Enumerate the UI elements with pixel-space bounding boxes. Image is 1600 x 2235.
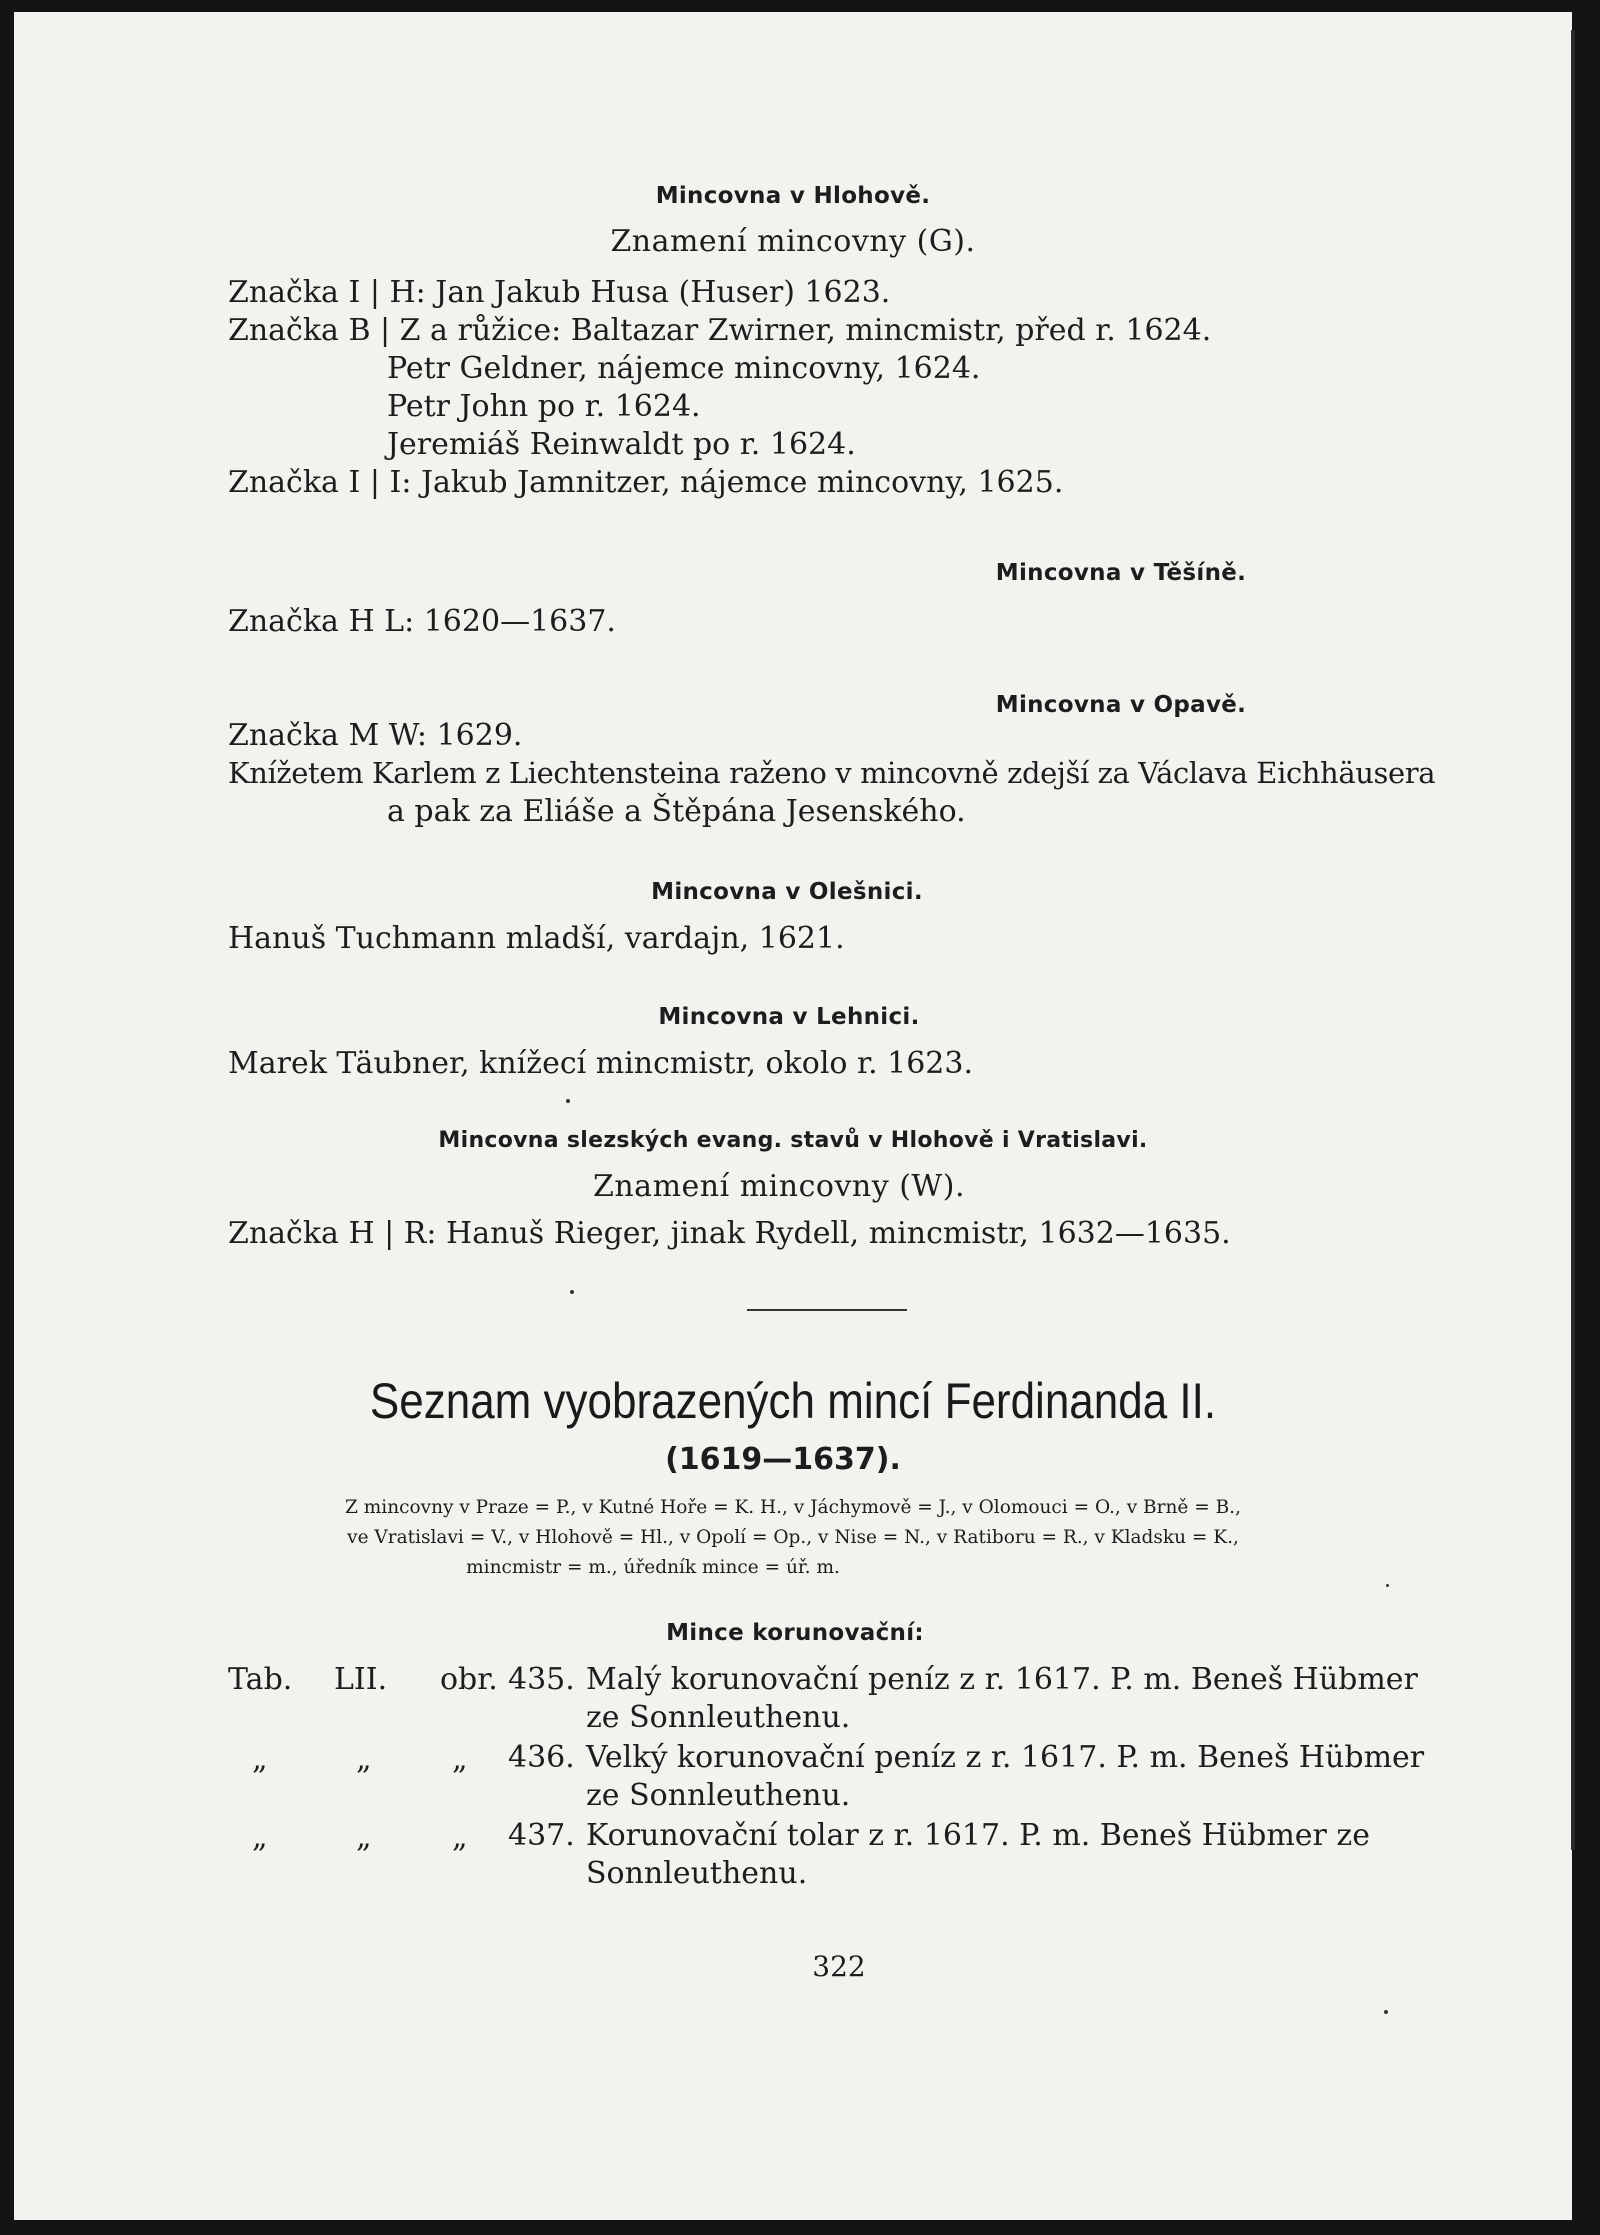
section-heading-opava: Mincovna v Opavě. xyxy=(995,692,1247,718)
entry-fig-label: obr. xyxy=(440,1662,498,1697)
section-heading-hlohov: Mincovna v Hlohově. xyxy=(655,183,931,209)
text-line: Značka H L: 1620—1637. xyxy=(228,604,616,639)
section-sub-slezsti: Znamení mincovny (W). xyxy=(593,1169,965,1204)
entry-text: Velký korunovační peníz z r. 1617. P. m. Beneš Hübmer xyxy=(586,1740,1425,1775)
text-line: Značka I | I: Jakub Jamnitzer, nájemce mincovny, 1625. xyxy=(228,465,1064,500)
section-heading-lehnice: Mincovna v Lehnici. xyxy=(658,1004,920,1030)
text-line: Hanuš Tuchmann mladší, vardajn, 1621. xyxy=(228,921,845,956)
page-number: 322 xyxy=(812,1950,866,1983)
scan-speck xyxy=(566,1099,570,1103)
entry-text: ze Sonnleuthenu. xyxy=(586,1778,851,1813)
entry-number: 437. xyxy=(508,1818,575,1853)
entry-text: Korunovační tolar z r. 1617. P. m. Beneš Hübmer ze xyxy=(586,1818,1370,1853)
scan-speck xyxy=(1386,1584,1389,1587)
text-line: Knížetem Karlem z Liechtensteina raženo v mincovně zdejší za Václava Eichhäusera xyxy=(228,756,1436,790)
entry-number: 436. xyxy=(508,1740,575,1775)
document-page xyxy=(14,12,1572,2220)
entry-fig-label: „ xyxy=(452,1820,468,1855)
entry-text: ze Sonnleuthenu. xyxy=(586,1700,851,1735)
scan-speck xyxy=(570,1290,574,1294)
text-line: Marek Täubner, knížecí mincmistr, okolo r. 1623. xyxy=(228,1046,974,1081)
entry-plate: „ xyxy=(356,1742,372,1777)
entry-tab: „ xyxy=(252,1742,268,1777)
list-years: (1619—1637). xyxy=(665,1442,901,1477)
text-line: Značka H | R: Hanuš Rieger, jinak Rydell, mincmistr, 1632—1635. xyxy=(228,1216,1231,1251)
entry-text: Sonnleuthenu. xyxy=(586,1856,808,1891)
section-sub-hlohov: Znamení mincovny (G). xyxy=(610,224,976,259)
entry-tab: „ xyxy=(252,1820,268,1855)
entry-plate: „ xyxy=(356,1820,372,1855)
section-heading-slezsti: Mincovna slezských evang. stavů v Hlohově i Vratislavi. xyxy=(438,1128,1148,1153)
scan-edge xyxy=(1571,30,1575,1850)
group-heading: Mince korunovační: xyxy=(666,1620,924,1646)
text-line: a pak za Eliáše a Štěpána Jesenského. xyxy=(387,794,966,829)
divider xyxy=(747,1309,907,1311)
text-line: Značka B | Z a růžice: Baltazar Zwirner, mincmistr, před r. 1624. xyxy=(228,313,1212,348)
section-heading-olesnice: Mincovna v Olešnici. xyxy=(651,879,923,905)
entry-tab: Tab. xyxy=(228,1662,293,1697)
abbreviations-line: Z mincovny v Praze = P., v Kutné Hoře = K. H., v Jáchymově = J., v Olomouci = O., v Brně = B., xyxy=(345,1497,1241,1518)
abbreviations-line: ve Vratislavi = V., v Hlohově = Hl., v Opolí = Op., v Nise = N., v Ratiboru = R., v Kladsku = K., xyxy=(347,1527,1239,1548)
scan-speck xyxy=(1384,2010,1388,2014)
entry-plate: LII. xyxy=(334,1662,388,1697)
text-line: Jeremiáš Reinwaldt po r. 1624. xyxy=(387,427,856,462)
text-line: Značka M W: 1629. xyxy=(228,718,523,753)
text-line: Petr Geldner, nájemce mincovny, 1624. xyxy=(387,351,981,386)
list-title: Seznam vyobrazených mincí Ferdinanda II. xyxy=(369,1373,1217,1429)
section-heading-tesin: Mincovna v Těšíně. xyxy=(995,560,1247,586)
entry-text: Malý korunovační peníz z r. 1617. P. m. Beneš Hübmer xyxy=(586,1662,1418,1697)
entry-fig-label: „ xyxy=(452,1742,468,1777)
text-line: Petr John po r. 1624. xyxy=(387,389,701,424)
abbreviations-line: mincmistr = m., úředník mince = úř. m. xyxy=(466,1557,840,1578)
text-line: Značka I | H: Jan Jakub Husa (Huser) 1623. xyxy=(228,275,891,310)
entry-number: 435. xyxy=(508,1662,575,1697)
